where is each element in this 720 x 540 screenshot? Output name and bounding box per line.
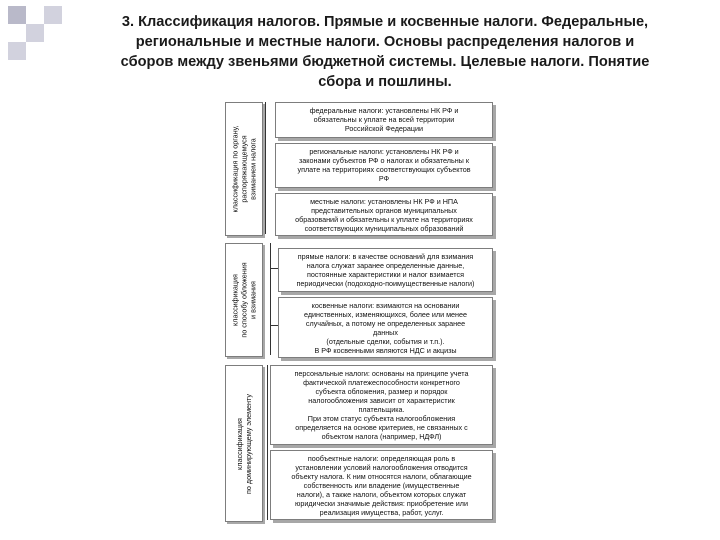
box-text-line: налогообложения зависит от характеристик <box>308 396 455 405</box>
box-text-line: образований и обязательны к уплате на территориях <box>295 215 473 224</box>
box-text-line: реализация имущества, работ, услуг. <box>319 508 444 517</box>
box-text-line: персональные налоги: основаны на принципе учета <box>294 369 469 378</box>
slide-title <box>70 12 700 92</box>
title-line: сбора и пошлины. <box>318 74 452 90</box>
group-label-line: распоряжающемуся <box>239 135 249 203</box>
box-text-line: постоянные характеристики и налог взимается <box>306 270 464 279</box>
decor-square <box>8 6 26 24</box>
box-text-line: региональные налоги: установлены НК РФ и <box>309 147 459 156</box>
box-text-line: Российской Федерации <box>344 124 424 133</box>
box-text-line: уплате на территориях соответствующих субъектов <box>297 165 471 174</box>
box-text-line: фактической платежеспособности конкретного <box>303 378 460 387</box>
box-text-line: прямые налоги: в качестве оснований для взимания <box>297 252 474 261</box>
local-taxes-box <box>275 193 493 236</box>
box-text-line: плательщика. <box>358 405 405 414</box>
box-text-line: объекту налога. К ним относятся налоги, облагающие <box>291 472 472 481</box>
box-text-line: пообъектные налоги: определяющая роль в <box>307 454 456 463</box>
decor-square <box>26 24 44 42</box>
box-text-line: установлении условий налогообложения отводится <box>295 463 468 472</box>
group-label-line: и взимания <box>248 281 258 319</box>
group-label-line: взиманием налога <box>248 138 258 200</box>
indirect-taxes-box <box>278 297 493 358</box>
title-line: сборов между звеньями бюджетной системы. Целевые налоги. Понятие <box>120 54 650 70</box>
group-label-dominant-element <box>225 365 263 522</box>
connector-line <box>270 243 271 355</box>
box-text-line: косвенные налоги: взимаются на основании <box>311 301 460 310</box>
box-text-line: объектом налога (например, НДФЛ) <box>321 432 442 441</box>
box-text-line: представительных органов муниципальных <box>311 206 457 215</box>
box-text-line: местные налоги: установлены НК РФ и НПА <box>310 197 458 206</box>
group-label-line: классификация по органу, <box>230 125 240 213</box>
box-text-line: При этом статус субъекта налогообложения <box>307 414 456 423</box>
box-text-line: юридически значимые действия: приобретение или <box>294 499 469 508</box>
personal-taxes-box <box>270 365 493 445</box>
box-text-line: субъекта обложения, размер и порядок <box>315 387 448 396</box>
connector-line <box>265 102 266 234</box>
box-text-line: определяется на основе критериев, не связанных с <box>295 423 468 432</box>
box-text-line: (отдельные сделки, события и т.п.). <box>326 337 445 346</box>
group-label-line: классификация <box>230 274 240 326</box>
group-label-line: по доминирующему элементу <box>244 393 253 494</box>
group-label-line: по способу обложения <box>239 262 249 338</box>
connector-line <box>270 325 278 326</box>
group-label-method <box>225 243 263 357</box>
box-text-line: В РФ косвенными являются НДС и акцизы <box>314 346 457 355</box>
regional-taxes-box <box>275 143 493 188</box>
box-text-line: собственность или владение (имущественные <box>303 481 460 490</box>
connector-line <box>270 268 278 269</box>
title-line: региональные и местные налоги. Основы распределения налогов и <box>135 34 635 50</box>
object-taxes-box <box>270 450 493 520</box>
box-text-line: федеральные налоги: установлены НК РФ и <box>309 106 459 115</box>
federal-taxes-box <box>275 102 493 138</box>
box-text-line: налога служат заранее определенные данные, <box>306 261 465 270</box>
box-text-line: налоги), а также налоги, объектом которых служат <box>296 490 467 499</box>
box-text-line: РФ <box>378 174 390 183</box>
decor-square <box>44 6 62 24</box>
box-text-line: случайных, а потому не определенных заранее <box>305 319 466 328</box>
box-text-line: соответствующих муниципальных образований <box>304 224 464 233</box>
group-label-line: классификация <box>235 417 244 470</box>
box-text-line: законами субъектов РФ о налогах и обязательны к <box>299 156 469 165</box>
direct-taxes-box <box>278 248 493 292</box>
decor-square <box>8 42 26 60</box>
group-label-authority <box>225 102 263 236</box>
box-text-line: единственных, изменяющихся, более или менее <box>303 310 468 319</box>
box-text-line: обязательны к уплате на всей территории <box>313 115 455 124</box>
title-line: 3. Классификация налогов. Прямые и косвенные налоги. Федеральные, <box>121 14 649 30</box>
box-text-line: периодически (подоходно-поимущественные налоги) <box>296 279 475 288</box>
connector-line <box>267 365 268 520</box>
box-text-line: данных <box>373 328 398 337</box>
